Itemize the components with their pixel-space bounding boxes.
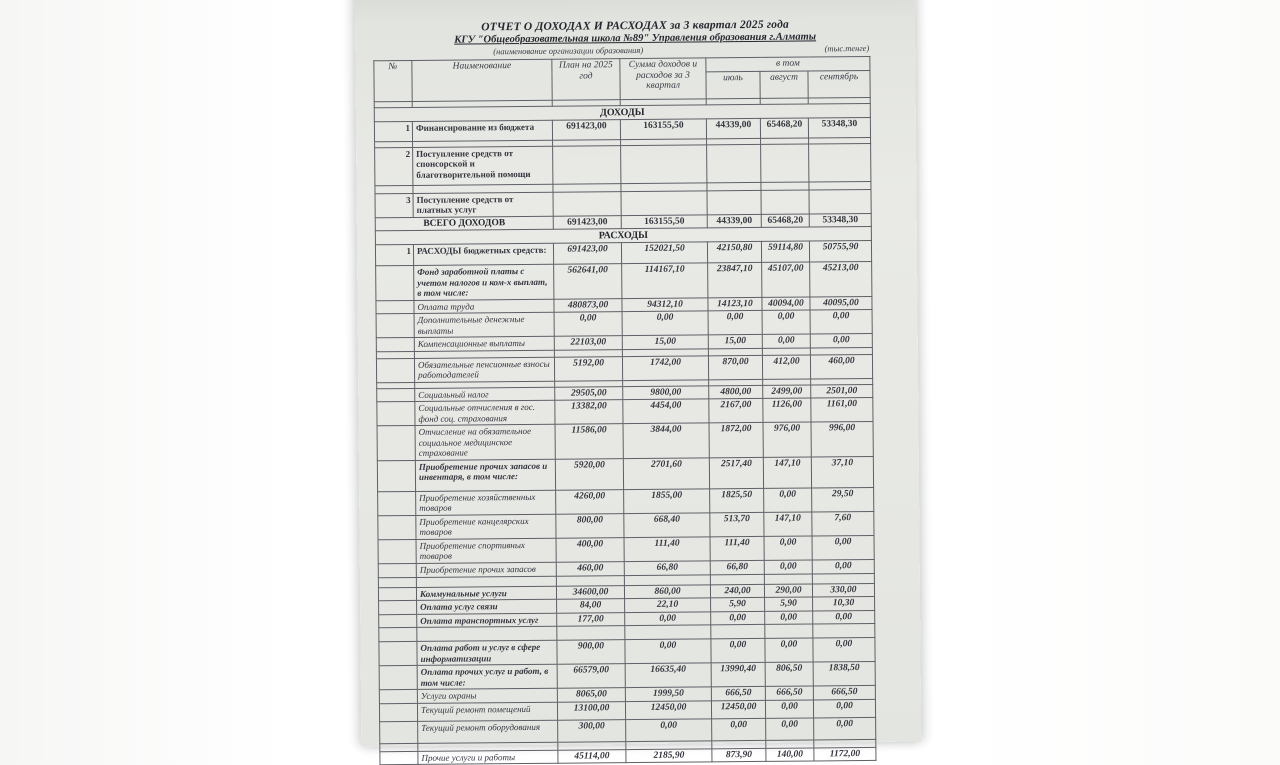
value-july-cell: 5,90 (711, 597, 765, 611)
value-september-cell: 45213,00 (810, 261, 872, 296)
value-plan-cell: 480873,00 (554, 298, 622, 312)
row-number-cell (378, 587, 416, 601)
value-july-cell: 0,00 (711, 611, 765, 625)
row-label-cell: Приобретение канцелярских товаров (416, 514, 556, 539)
section-title-cell: РАСХОДЫ (375, 226, 871, 244)
row-number-cell: 3 (375, 193, 413, 217)
header-num: № (374, 60, 412, 101)
value-plan-cell: 800,00 (556, 513, 624, 538)
row-number-cell (378, 563, 416, 577)
row-number-cell (379, 665, 417, 689)
value-plan-cell: 84,00 (557, 599, 625, 613)
value-plan-cell (556, 575, 624, 586)
document-page (355, 0, 922, 763)
table-row (375, 143, 871, 185)
value-august-cell: 5,90 (765, 597, 813, 611)
value-september-cell: 37,10 (811, 456, 873, 488)
row-label-cell: РАСХОДЫ бюджетных средств: (413, 243, 553, 265)
value-july-cell: 111,40 (710, 536, 764, 560)
value-july-cell: 870,00 (708, 355, 762, 379)
value-sum-cell: 2701,60 (623, 457, 709, 489)
value-september-cell: 0,00 (814, 717, 876, 740)
row-number-cell: 1 (374, 121, 412, 141)
value-september-cell: 460,00 (810, 354, 872, 379)
value-july-cell: 0,00 (712, 718, 766, 740)
value-sum-cell: 163155,50 (620, 118, 706, 139)
row-number-cell (376, 358, 414, 382)
value-sum-cell: 15,00 (622, 335, 708, 349)
value-july-cell: 513,70 (710, 512, 764, 536)
value-plan-cell: 45114,00 (558, 749, 626, 763)
row-label-cell: Финансирование из бюджета (412, 120, 552, 141)
row-number-cell (378, 577, 416, 587)
row-label-cell: Текущий ремонт оборудования (418, 720, 558, 743)
value-july-cell: 666,50 (711, 686, 765, 700)
row-number-cell (380, 721, 418, 743)
value-sum-cell: 66,80 (624, 560, 710, 575)
row-number-cell (378, 539, 416, 563)
value-september-cell: 1172,00 (814, 747, 876, 761)
value-plan-cell: 22103,00 (554, 336, 622, 350)
value-plan-cell: 400,00 (556, 537, 624, 562)
table-row (380, 747, 876, 765)
header-plan: План на 2025 год (552, 59, 620, 100)
value-september-cell: 10,30 (813, 596, 875, 610)
row-number-cell (377, 401, 415, 425)
header-sum: Сумма доходов и расходов за 3 квартал (620, 58, 706, 99)
value-september-cell: 1161,00 (811, 397, 873, 422)
value-september-cell: 40095,00 (810, 296, 872, 310)
value-august-cell (765, 624, 813, 638)
row-label-cell: Отчисление на обязательное социальное медицинское страхование (415, 424, 555, 460)
row-label-cell: Компенсационные выплаты (414, 336, 554, 351)
value-august-cell: 0,00 (762, 310, 810, 334)
value-sum-cell (621, 190, 707, 215)
value-july-cell: 2517,40 (709, 457, 763, 488)
value-september-cell: 0,00 (813, 637, 875, 662)
header-group: в том (706, 56, 870, 71)
value-august-cell: 147,10 (764, 511, 812, 535)
row-label-cell: Оплата труда (414, 299, 554, 314)
value-september-cell: 996,00 (811, 421, 873, 456)
value-august-cell: 666,50 (765, 686, 813, 700)
value-plan-cell: 29505,00 (555, 386, 623, 400)
header-september: сентябрь (808, 70, 870, 98)
value-plan-cell: 900,00 (557, 640, 625, 665)
value-september-cell: 0,00 (810, 333, 872, 347)
table-row (376, 261, 872, 300)
value-plan-cell (553, 191, 621, 216)
row-label-cell: Прочие услуги и работы (418, 750, 558, 765)
header-name: Наименование (412, 59, 552, 101)
value-plan-cell: 13382,00 (555, 400, 623, 425)
value-plan-cell: 300,00 (558, 719, 626, 742)
value-sum-cell (621, 144, 707, 183)
value-plan-cell: 66579,00 (557, 664, 625, 689)
value-september-cell: 666,50 (813, 685, 875, 699)
value-sum-cell: 114167,10 (622, 263, 708, 298)
value-august-cell: 0,00 (764, 559, 812, 573)
row-number-cell (380, 751, 418, 765)
row-number-cell (379, 627, 417, 641)
value-september-cell: 0,00 (810, 309, 872, 334)
row-label-cell: Приобретение хозяйственных товаров (416, 490, 556, 515)
value-july-cell: 2167,00 (709, 398, 763, 422)
row-label-cell: Фонд заработной платы с учетом налогов и ком-х выплат, в том числе: (414, 264, 554, 300)
row-label-cell: Оплата транспортных услуг (417, 613, 557, 628)
value-plan-cell: 691423,00 (553, 215, 621, 229)
value-plan-cell: 34600,00 (556, 585, 624, 599)
value-sum-cell: 860,00 (624, 584, 710, 598)
value-august-cell: 140,00 (766, 747, 814, 761)
value-plan-cell: 177,00 (557, 612, 625, 626)
value-july-cell: 42150,80 (707, 241, 761, 262)
section-title-cell: ДОХОДЫ (374, 103, 870, 121)
row-number-cell (378, 515, 416, 539)
value-sum-cell: 0,00 (625, 611, 711, 625)
row-number-cell (376, 300, 414, 314)
value-july-cell: 1825,50 (710, 488, 764, 512)
value-sum-cell: 9800,00 (623, 385, 709, 399)
value-plan-cell (557, 626, 625, 641)
value-july-cell (710, 574, 764, 584)
value-august-cell: 65468,20 (760, 118, 808, 138)
value-august-cell: 976,00 (763, 422, 811, 457)
value-july-cell: 13990,40 (711, 662, 765, 686)
value-sum-cell: 0,00 (625, 639, 711, 664)
table-body (374, 97, 876, 765)
value-plan-cell: 11586,00 (555, 424, 623, 459)
value-september-cell: 0,00 (812, 559, 874, 574)
value-july-cell: 873,90 (712, 748, 766, 762)
value-july-cell: 23847,10 (708, 262, 762, 297)
row-number-cell (376, 337, 414, 351)
value-august-cell: 0,00 (764, 535, 812, 559)
value-august-cell: 290,00 (764, 583, 812, 597)
value-august-cell: 0,00 (765, 638, 813, 662)
row-number-cell (379, 600, 417, 614)
value-plan-cell: 691423,00 (553, 243, 621, 265)
row-label-cell: Коммунальные услуги (416, 586, 556, 601)
header-july: июль (706, 71, 760, 98)
row-number-cell (379, 703, 417, 721)
value-sum-cell (625, 625, 711, 640)
value-august-cell: 0,00 (765, 610, 813, 624)
row-number-cell (379, 641, 417, 665)
row-label-cell (417, 626, 557, 641)
value-july-cell (707, 190, 761, 214)
row-label-cell: Приобретение прочих запасов (416, 562, 556, 577)
value-august-cell: 59114,80 (761, 241, 809, 262)
row-number-cell: 1 (375, 244, 413, 265)
value-september-cell: 7,60 (812, 511, 874, 536)
value-july-cell (707, 144, 761, 182)
row-number-cell (377, 388, 415, 402)
row-label-cell: Дополнительные денежные выплаты (414, 312, 554, 337)
value-sum-cell: 0,00 (622, 311, 708, 336)
value-september-cell: 53348,30 (809, 213, 871, 227)
value-july-cell: 0,00 (711, 638, 765, 662)
unit-note: (тыс.тенге) (824, 42, 870, 54)
value-plan-cell: 691423,00 (552, 119, 620, 140)
value-july-cell: 240,00 (710, 584, 764, 598)
value-sum-cell: 4454,00 (623, 399, 709, 424)
value-sum-cell: 152021,50 (621, 242, 707, 264)
row-label-cell: Обязательные пенсионные взносы работодателей (414, 357, 554, 382)
header-august: август (760, 71, 808, 98)
value-september-cell: 330,00 (812, 583, 874, 597)
value-august-cell: 45107,00 (762, 262, 810, 297)
value-sum-cell: 0,00 (626, 718, 712, 741)
value-august-cell: 412,00 (762, 354, 810, 378)
organization-note: (наименование организации образования) (493, 44, 644, 57)
value-sum-cell: 1855,00 (624, 488, 710, 513)
value-september-cell (812, 573, 874, 584)
value-september-cell: 50755,90 (809, 240, 871, 262)
row-number-cell (377, 425, 415, 460)
value-july-cell: 14123,10 (708, 297, 762, 311)
row-label-cell: Услуги охраны (417, 688, 557, 703)
value-july-cell (711, 624, 765, 638)
value-september-cell: 1838,50 (813, 661, 875, 686)
row-label-cell: Поступление средств от платных услуг (413, 192, 553, 217)
value-july-cell: 0,00 (708, 310, 762, 334)
value-sum-cell: 22,10 (625, 598, 711, 612)
value-august-cell: 2499,00 (763, 384, 811, 398)
value-september-cell: 53348,30 (808, 117, 870, 138)
report-table (373, 56, 876, 765)
value-plan-cell: 13100,00 (557, 701, 625, 720)
row-number-cell (376, 265, 414, 300)
value-plan-cell: 0,00 (554, 312, 622, 337)
value-august-cell: 0,00 (764, 487, 812, 511)
value-plan-cell: 562641,00 (554, 264, 622, 299)
value-july-cell: 66,80 (710, 560, 764, 574)
value-july-cell: 12450,00 (711, 700, 765, 718)
row-label-cell: Текущий ремонт помещений (417, 702, 557, 721)
row-label-cell: Оплата прочих услуг и работ, в том числе: (417, 664, 557, 689)
value-august-cell: 0,00 (765, 699, 813, 717)
value-plan-cell: 460,00 (556, 561, 624, 576)
value-july-cell: 15,00 (708, 334, 762, 348)
value-sum-cell: 2185,90 (626, 748, 712, 762)
value-july-cell: 44339,00 (707, 214, 761, 228)
row-number-cell (377, 460, 415, 491)
row-number-cell (379, 689, 417, 703)
value-august-cell: 806,50 (765, 662, 813, 686)
value-sum-cell: 1742,00 (622, 355, 708, 380)
value-july-cell: 1872,00 (709, 422, 763, 457)
table-header (374, 56, 870, 101)
value-august-cell (761, 144, 809, 182)
value-september-cell: 2501,00 (811, 384, 873, 398)
value-august-cell: 1126,00 (763, 398, 811, 422)
value-july-cell: 44339,00 (706, 118, 760, 138)
value-august-cell: 40094,00 (762, 296, 810, 310)
value-plan-cell: 8065,00 (557, 688, 625, 702)
value-sum-cell: 111,40 (624, 536, 710, 561)
value-september-cell: 0,00 (813, 699, 875, 718)
row-number-cell (379, 614, 417, 628)
value-september-cell: 0,00 (812, 535, 874, 560)
row-label-cell: Оплата услуг связи (417, 599, 557, 614)
row-label-cell: Социальные отчисления в гос. фонд соц. страхования (415, 400, 555, 425)
row-label-cell: Поступление средств от спонсорской и благотворительной помощи (413, 146, 553, 185)
organization-name: КГУ "Общеобразовательная школа №89" Управления образования г.Алматы (454, 31, 817, 46)
row-number-cell (376, 313, 414, 337)
value-august-cell (761, 190, 809, 214)
total-label-cell: ВСЕГО ДОХОДОВ (375, 216, 553, 231)
row-number-cell (378, 491, 416, 515)
table-row (377, 456, 873, 491)
value-august-cell (764, 573, 812, 583)
value-august-cell: 0,00 (762, 334, 810, 348)
value-august-cell: 147,10 (763, 456, 811, 487)
value-august-cell: 65468,20 (761, 214, 809, 228)
table-row (377, 421, 873, 460)
value-september-cell: 0,00 (813, 610, 875, 624)
value-plan-cell: 5192,00 (554, 356, 622, 381)
value-sum-cell: 94312,10 (622, 297, 708, 311)
value-september-cell (813, 623, 875, 638)
value-sum-cell: 16635,40 (625, 663, 711, 688)
value-september-cell: 29,50 (812, 487, 874, 512)
row-number-cell: 2 (375, 147, 413, 185)
value-sum-cell: 12450,00 (625, 700, 711, 719)
value-plan-cell: 5920,00 (555, 458, 623, 490)
value-august-cell: 0,00 (766, 717, 814, 739)
value-sum-cell: 3844,00 (623, 423, 709, 458)
value-july-cell: 4800,00 (709, 385, 763, 399)
value-september-cell (809, 189, 871, 214)
report-title: ОТЧЕТ О ДОХОДАХ И РАСХОДАХ за 3 квартал 2025 года (481, 18, 789, 34)
row-label-cell: Социальный налог (415, 387, 555, 402)
value-sum-cell: 1999,50 (625, 687, 711, 701)
value-september-cell (809, 143, 871, 182)
value-plan-cell (553, 145, 621, 184)
row-label-cell: Приобретение прочих запасов и инвентаря, в том числе: (415, 459, 555, 491)
value-sum-cell: 163155,50 (621, 214, 707, 228)
value-plan-cell: 4260,00 (556, 489, 624, 514)
row-label-cell: Приобретение спортивных товаров (416, 538, 556, 563)
value-sum-cell: 668,40 (624, 512, 710, 537)
row-label-cell: Оплата работ и услуг в сфере информатизации (417, 640, 557, 665)
